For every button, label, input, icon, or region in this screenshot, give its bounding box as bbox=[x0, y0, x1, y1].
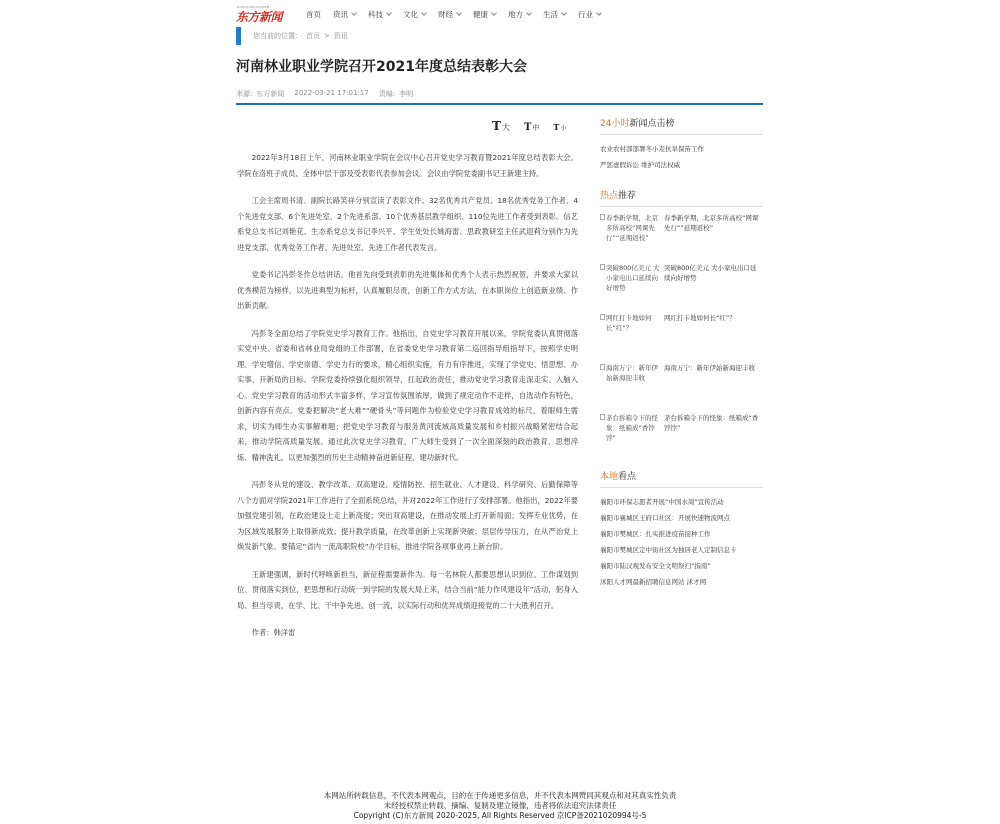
recommend-title-link[interactable]: 春季新学期，北京多所高校“网课先行”“延期返校” bbox=[664, 214, 759, 232]
source-label: 来源: bbox=[236, 90, 253, 98]
hot-news-link[interactable]: 严惩虚假诉讼 维护司法权威 bbox=[600, 161, 681, 169]
breadcrumb-accent-bar bbox=[236, 27, 241, 45]
font-size-mid-button[interactable] bbox=[524, 122, 539, 133]
recommend-item[interactable] bbox=[600, 313, 763, 363]
nav-item-7[interactable] bbox=[543, 9, 566, 20]
recommend-thumbnail[interactable] bbox=[600, 413, 660, 457]
local-news-link[interactable]: 襄阳市襄城区王府口社区：开展快速物流网点 bbox=[600, 514, 730, 522]
publish-date: 2022-03-21 17:01:17 bbox=[294, 89, 369, 97]
article-paragraph: 冯彭冬全面总结了学院党史学习教育工作。他指出，自党史学习教育开展以来，学院党委认真贯彻落实党中央、省委和省林业局党组的工作部署，在省委党史学习教育第二巡回指导组指导下，按照学史明理、学史增信、学史崇德、学史力行的要求，精心组织实施，有力有序推进，实现了学党史、悟思想、办实事、开新局的目标。学院党委持续强化组织领导，扛起政治责任，推动党史学习教育走深走实、入脑入心。党史学习教育的活动形式丰富多样，学习宣传氛围浓厚，做到了规定动作不走样，自选动作有特色，创新内容有亮点。党委把解决“老大难”“硬骨头”等问题作为检验党史学习教育成效的标尺，着眼师生需求，切实为师生办实事解难题；把党史学习教育与服务黄河流域高质量发展和乡村振兴战略紧密结合起来，推动学院高质量发展。通过此次党史学习教育，广大师生受到了一次全面深刻的政治教育、思想淬炼、精神洗礼，以更加强烈的历史主动精神奋进新征程、建功新时代。 bbox=[237, 328, 578, 462]
article-paragraph: 工会主席周书清、副院长路笑祥分别宣读了表彰文件。32名优秀共产党员、18名优秀党务工作者、4个先进党支部、6个先进处室、2个先进系部、10个优秀基层教学组织、110位先进工作者受到表彰。信艺系党总支书记刘艳花、生态系党总支书记李兴平、学生处处长姚海雷、思政教研室主任武迎莉分别作为先进党支部、优秀党务工作者、先进处室、先进工作者代表发言。 bbox=[237, 196, 578, 252]
nav-item-label: 地方 bbox=[508, 9, 523, 19]
chevron-down-icon bbox=[561, 10, 567, 16]
font-size-small-button[interactable] bbox=[553, 122, 566, 132]
recommend-item[interactable] bbox=[600, 413, 763, 463]
broken-image-icon bbox=[600, 264, 605, 270]
local-news-link[interactable]: 襄阳市樊城区：扎实推进疫苗接种工作 bbox=[600, 530, 711, 538]
font-size-mid-glyph: T bbox=[523, 122, 532, 133]
article-author: 作者：韩洋雷 bbox=[251, 628, 296, 637]
recommend-list bbox=[600, 213, 763, 463]
recommend-heading-highlight: 热点 bbox=[600, 191, 619, 201]
site-logo[interactable] bbox=[236, 5, 292, 23]
font-size-switcher bbox=[492, 119, 580, 133]
thumbnail-alt-text: 海南万宁：新年伊始新海迎丰收 bbox=[606, 364, 658, 382]
local-news-link[interactable]: 襄阳市樊城区定中街社区为独居老人定制信息卡 bbox=[600, 546, 737, 554]
hot-news-heading bbox=[600, 116, 763, 135]
nav-item-label: 健康 bbox=[473, 9, 488, 19]
logo-text: 东方新闻 bbox=[236, 10, 283, 24]
nav-item-label: 科技 bbox=[368, 9, 383, 19]
breadcrumb-home-link[interactable]: 首页 bbox=[306, 32, 320, 40]
nav-item-6[interactable] bbox=[508, 9, 531, 20]
nav-item-1[interactable] bbox=[333, 9, 356, 20]
sidebar-hot-news bbox=[600, 116, 763, 173]
editor-value: 李明 bbox=[399, 90, 414, 98]
hot-news-heading-rest: 新闻点击榜 bbox=[629, 119, 675, 129]
hot-news-list bbox=[600, 141, 763, 173]
recommend-thumbnail[interactable] bbox=[600, 363, 660, 407]
chevron-down-icon bbox=[351, 10, 357, 16]
thumbnail-alt-text: 网红打卡地如何长“红”？ bbox=[606, 314, 652, 332]
footer-icp: Copyright (C)东方新闻 2020-2025, All Rights Reserved 京ICP备2021020994号-5 bbox=[353, 811, 647, 820]
article-paragraph: 王新建强调，新时代呼唤新担当，新征程需要新作为。每一名林院人都要思想认识到位、工作谋划到位、贯彻落实到位，把思想和行动统一到学院的发展大局上来，结合当前“能力作风建设年”活动，躬身入局、担当尽责，在学、比、干中争先进、创一流，以实际行动和优异成绩迎接党的二十大胜利召开。 bbox=[237, 569, 578, 610]
sidebar-recommend bbox=[600, 188, 763, 463]
article-paragraph: 冯彭冬从党的建设、教学改革、双高建设、疫情防控、招生就业、人才建设、科学研究、后勤保障等八个方面对学院2021年工作进行了全面系统总结，并对2022年工作进行了安排部署。他指出，2022年要加强党建引领，在政治建设上走上新高度；突出双高建设，在推动发展上打开新局面；发挥专业优势，在为区域发展服务上取得新成效；提升教学质量，在改革创新上实现新突破；层层传导压力，在从严治党上焕发新气象。要锚定“省内一流高职院校”办学目标，推进学院各项事业再上新台阶。 bbox=[237, 480, 578, 551]
local-heading-highlight: 本地 bbox=[600, 472, 619, 482]
recommend-thumbnail[interactable] bbox=[600, 263, 660, 307]
font-size-mid-label: 中 bbox=[532, 124, 540, 132]
sidebar-local bbox=[600, 469, 763, 590]
broken-image-icon bbox=[600, 214, 605, 220]
local-news-link[interactable]: 沭阳人才网最新招聘信息网站 沭才网 bbox=[600, 578, 707, 586]
broken-image-icon bbox=[600, 364, 605, 370]
chevron-down-icon bbox=[386, 10, 392, 16]
nav-item-label: 生活 bbox=[543, 9, 558, 19]
article-body bbox=[237, 150, 578, 653]
nav-item-0[interactable] bbox=[306, 9, 321, 20]
breadcrumb-current-link[interactable]: 资讯 bbox=[333, 32, 348, 40]
font-size-small-glyph: T bbox=[553, 122, 560, 132]
local-heading bbox=[600, 469, 763, 488]
nav-item-label: 财经 bbox=[438, 9, 453, 19]
broken-image-icon bbox=[600, 314, 605, 320]
breadcrumb bbox=[236, 27, 352, 45]
article-title: 河南林业职业学院召开2021年度总结表彰大会 bbox=[236, 59, 527, 75]
recommend-item[interactable] bbox=[600, 263, 763, 313]
font-size-big-glyph: T bbox=[492, 119, 501, 133]
chevron-down-icon bbox=[596, 10, 602, 16]
article-paragraph: 党委书记冯彭冬作总结讲话。他首先向受到表彰的先进集体和优秀个人表示热烈祝贺，并要求大家以优秀模范为榜样，以先进典型为标杆，认真履职尽责，创新工作方式方法，在本职岗位上创造新业绩、作出新贡献。 bbox=[237, 270, 578, 310]
recommend-thumbnail[interactable] bbox=[600, 213, 660, 257]
broken-image-icon bbox=[600, 414, 605, 420]
hot-news-link[interactable]: 农业农村部部署冬小麦抗旱保苗工作 bbox=[600, 145, 704, 153]
recommend-title-link[interactable]: 海南万宁：新年伊始新海迎丰收 bbox=[664, 364, 755, 372]
recommend-heading-rest: 推荐 bbox=[618, 191, 637, 201]
thumbnail-alt-text: 茅台拆箱令下的怪象：纸箱成“香饽饽” bbox=[606, 414, 658, 442]
local-heading-rest: 看点 bbox=[618, 472, 637, 482]
thumbnail-alt-text: 春季新学期，北京多所高校“网课先行”“延期返校” bbox=[606, 214, 658, 242]
thumbnail-alt-text: 突破800亿美元 大小家电出口延续向好增势 bbox=[606, 264, 660, 292]
nav-item-3[interactable] bbox=[403, 9, 426, 20]
title-divider bbox=[236, 103, 763, 105]
local-news-link[interactable]: 襄阳市环保志愿者开展“中国水周”宣传活动 bbox=[600, 498, 724, 506]
site-footer bbox=[0, 791, 1000, 821]
recommend-title-link[interactable]: 突破800亿美元 大小家电出口延续向好增势 bbox=[664, 264, 757, 282]
logo-small-text: DONGFANGXINWEN bbox=[237, 5, 270, 9]
local-news-list bbox=[600, 494, 763, 590]
editor-label: 责编: bbox=[378, 90, 396, 98]
footer-disclaimer: 本网站所转载信息，不代表本网观点，目的在于传递更多信息，并不代表本网赞同其观点和对其真实性负责 bbox=[323, 791, 677, 800]
recommend-item[interactable] bbox=[600, 363, 763, 413]
nav-item-label: 首页 bbox=[306, 9, 321, 19]
font-size-big-button[interactable] bbox=[492, 119, 510, 133]
nav-item-label: 文化 bbox=[403, 9, 418, 19]
source-value: 东方新闻 bbox=[256, 90, 285, 98]
chevron-down-icon bbox=[456, 10, 462, 16]
recommend-title-link[interactable]: 茅台拆箱令下的怪象：纸箱成“香饽饽” bbox=[664, 414, 759, 432]
chevron-down-icon bbox=[491, 10, 497, 16]
recommend-thumbnail[interactable] bbox=[600, 313, 660, 357]
recommend-item[interactable] bbox=[600, 213, 763, 263]
breadcrumb-separator: > bbox=[324, 32, 330, 40]
article-paragraph: 2022年3月18日上午，河南林业职业学院在会议中心召开党史学习教育暨2021年度总结表彰大会。学院在洛班子成员、全体中层干部及受表彰代表参加会议。会议由学院党委副书记王新建主持。 bbox=[237, 153, 578, 178]
footer-copyright-notice: 未经授权禁止转载、摘编、复制及建立镜像，违者将依法追究法律责任 bbox=[383, 801, 617, 810]
nav-item-8[interactable] bbox=[578, 9, 601, 20]
article-meta bbox=[236, 89, 417, 99]
chevron-down-icon bbox=[526, 10, 532, 16]
recommend-heading bbox=[600, 188, 763, 207]
nav-item-4[interactable] bbox=[438, 9, 461, 20]
nav-item-2[interactable] bbox=[368, 9, 391, 20]
breadcrumb-prefix: 您当前的位置： bbox=[253, 32, 302, 40]
nav-item-5[interactable] bbox=[473, 9, 496, 20]
main-nav bbox=[306, 9, 613, 20]
local-news-link[interactable]: 襄阳市陆汉观发布安全文明祭扫“指南” bbox=[600, 562, 711, 570]
chevron-down-icon bbox=[421, 10, 427, 16]
font-size-small-label: 小 bbox=[560, 125, 567, 132]
hot-news-heading-highlight: 24小时 bbox=[600, 119, 630, 129]
top-navigation-bar bbox=[236, 4, 766, 24]
recommend-title-link[interactable]: 网红打卡地如何长“红”？ bbox=[664, 314, 736, 322]
font-size-big-label: 大 bbox=[501, 123, 510, 132]
nav-item-label: 行业 bbox=[578, 9, 593, 19]
nav-item-label: 资讯 bbox=[333, 9, 348, 19]
